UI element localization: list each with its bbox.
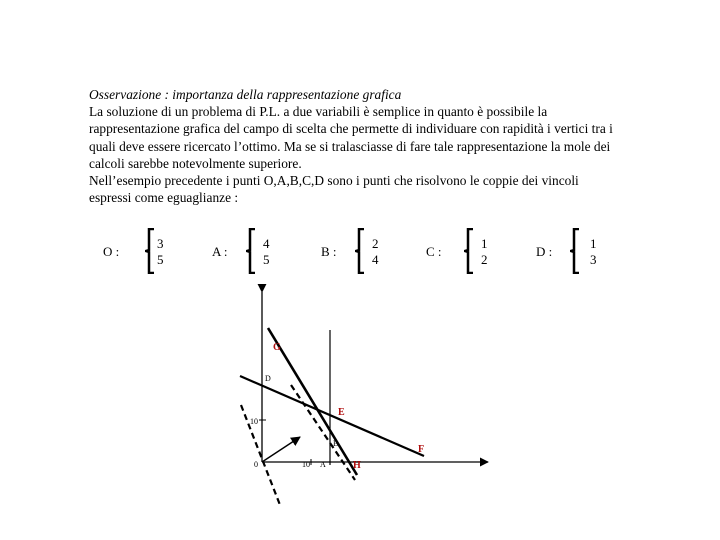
point-b-label: B [333,439,339,448]
point-value-2: 5 [263,252,270,267]
point-value-2: 2 [481,252,488,267]
point-e-label: E [338,407,345,418]
point-value-2: 5 [157,252,164,267]
text-line-4: calcoli sarebbe notevolmente superiore. [89,155,302,171]
text-line-3: quali deve essere ricercato l’ottimo. Ma se si tralasciasse di fare tale rappresentazione la mole dei [89,138,611,154]
point-value-1: 1 [590,236,597,251]
point-value-1: 1 [481,236,488,251]
point-label: C : [426,244,442,259]
point-label: O : [103,244,120,259]
y-tick-label: 10 [250,417,258,426]
x-tick-label: 10 [302,460,310,469]
observation-heading: Osservazione : importanza della rappresentazione grafica [89,87,402,102]
text-line-6: espressi come eguaglianze : [89,190,239,206]
point-value-2: 3 [590,252,597,267]
point-value-2: 4 [372,252,379,267]
constraint-line-gh [268,328,357,475]
point-d-label: D [265,374,271,383]
point-g-label: G [273,342,281,353]
origin-label: 0 [254,460,258,469]
point-a-label: A [320,460,326,469]
text-line-1: La soluzione di un problema di P.L. a due variabili è semplice in quanto è possibile la [89,104,548,120]
point-label: A : [212,244,228,259]
point-label: D : [536,244,553,259]
objective-direction-arrow [262,437,300,462]
point-value-1: 4 [263,236,270,251]
point-h-label: H [353,460,361,471]
text-line-5: Nell’esempio precedente i punti O,A,B,C,D sono i punti che risolvono le coppie dei vincoli [89,173,579,189]
point-value-1: 2 [372,236,379,251]
text-line-2: rappresentazione grafica del campo di scelta che permette di individuare con rapidità i vertici tra i [89,121,613,137]
point-value-1: 3 [157,236,164,251]
point-label: B : [321,244,337,259]
point-f-label: F [418,444,425,455]
